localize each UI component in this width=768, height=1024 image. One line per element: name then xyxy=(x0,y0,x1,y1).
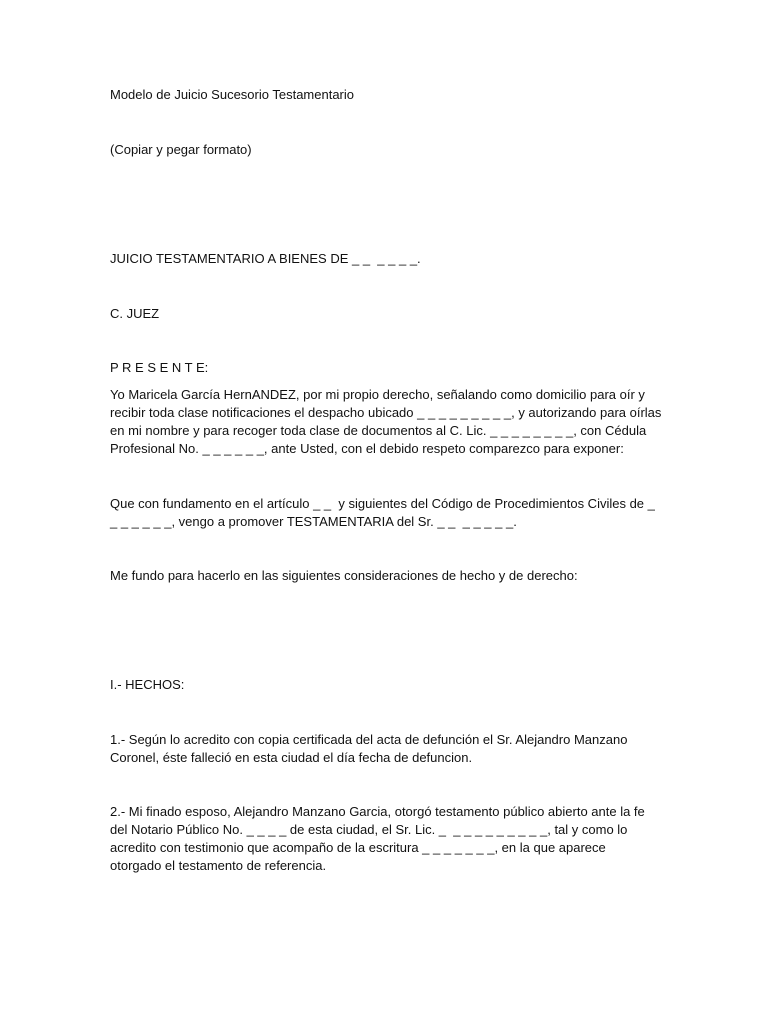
fact-2-line: 2.- Mi finado esposo, Alejandro Manzano Garcia, otorgó testamento público abierto ante la fe xyxy=(110,804,645,819)
paragraph-intro-line: Profesional No. _ _ _ _ _ _, ante Usted, con el debido respeto comparezco para exponer: xyxy=(110,441,624,456)
fact-1-line: Coronel, éste falleció en esta ciudad el día fecha de defuncion. xyxy=(110,750,473,765)
paragraph-intro-line: en mi nombre y para recoger toda clase de documentos al C. Lic. _ _ _ _ _ _ _ _, con Cédula xyxy=(110,423,647,438)
paragraph-intro xyxy=(110,386,670,458)
document-subtitle: (Copiar y pegar formato) xyxy=(110,142,252,157)
presente-line: P R E S E N T E: xyxy=(110,360,209,375)
paragraph-basis-line: Que con fundamento en el artículo _ _ y siguientes del Código de Procedimientos Civiles de _ xyxy=(110,496,655,511)
fact-2-line: acredito con testimonio que acompaño de la escritura _ _ _ _ _ _ _, en la que aparece xyxy=(110,840,606,855)
fact-2-line: otorgado el testamento de referencia. xyxy=(110,858,327,873)
document-title: Modelo de Juicio Sucesorio Testamentario xyxy=(110,87,355,102)
section-heading-hechos: I.- HECHOS: xyxy=(110,677,185,692)
fact-1 xyxy=(110,731,670,767)
fact-2 xyxy=(110,803,670,875)
paragraph-basis-line: _ _ _ _ _ _, vengo a promover TESTAMENTARIA del Sr. _ _ _ _ _ _ _. xyxy=(110,514,517,529)
paragraph-intro-line: recibir toda clase notificaciones el despacho ubicado _ _ _ _ _ _ _ _ _, y autorizando para oírlas xyxy=(110,405,662,420)
fact-2-line: del Notario Público No. _ _ _ _ de esta ciudad, el Sr. Lic. _ _ _ _ _ _ _ _ _ _, tal y como lo xyxy=(110,822,628,837)
fact-1-line: 1.- Según lo acredito con copia certificada del acta de defunción el Sr. Alejandro Manzano xyxy=(110,732,628,747)
paragraph-basis xyxy=(110,495,670,531)
paragraph-grounds: Me fundo para hacerlo en las siguientes consideraciones de hecho y de derecho: xyxy=(110,568,578,583)
case-heading: JUICIO TESTAMENTARIO A BIENES DE _ _ _ _ _ _. xyxy=(110,251,421,266)
addressee: C. JUEZ xyxy=(110,306,160,321)
paragraph-intro-line: Yo Maricela García HernANDEZ, por mi propio derecho, señalando como domicilio para oír y xyxy=(110,387,645,402)
